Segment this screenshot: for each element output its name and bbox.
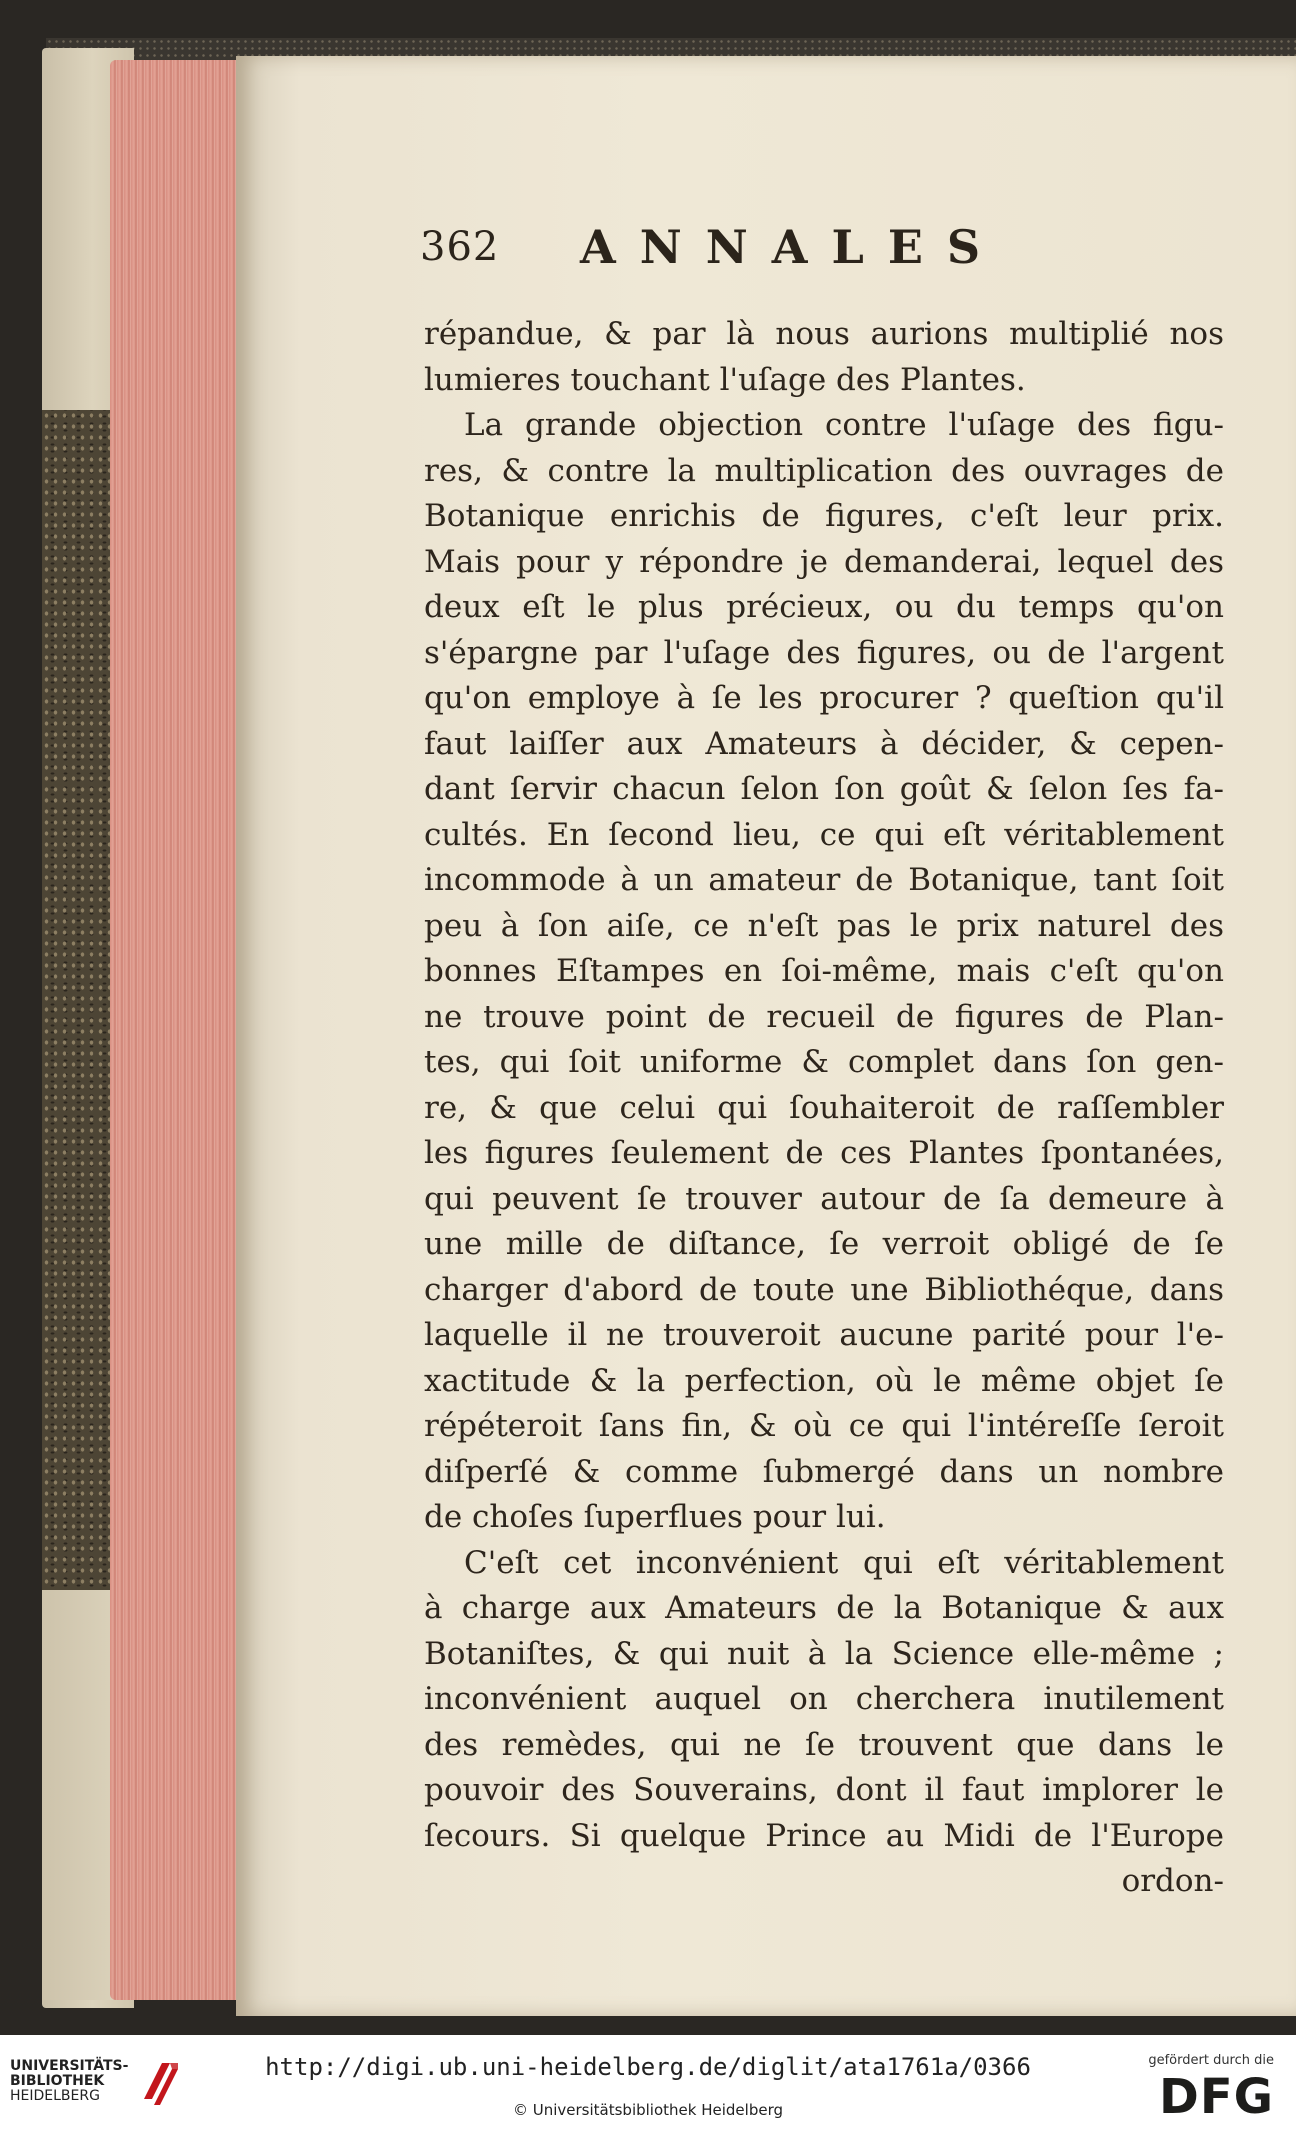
- text-line: inconvénient auquel on cherchera inutilement: [424, 1681, 1224, 1717]
- copyright-notice: © Universitätsbibliothek Heidelberg: [512, 2101, 783, 2119]
- library-name-line1: UNIVERSITÄTS-: [10, 2058, 129, 2074]
- text-line: peu à ſon aiſe, ce n'eſt pas le prix naturel des: [424, 907, 1224, 944]
- text-line: res, & contre la multiplication des ouvrages de: [424, 452, 1224, 489]
- library-name-line3: HEIDELBERG: [10, 2088, 100, 2104]
- text-line: répandue, & par là nous aurions multiplié nos: [424, 316, 1224, 352]
- text-line: répéteroit ſans fin, & où ce qui l'intéreſſe ſeroit: [424, 1408, 1224, 1444]
- funder-label: gefördert durch die: [1148, 2053, 1274, 2068]
- source-url-link[interactable]: http://digi.ub.uni-heidelberg.de/diglit/ata1761a/0366: [265, 2053, 1031, 2081]
- text-line: s'épargne par l'uſage des figures, ou de l'argent: [424, 634, 1224, 671]
- running-head: ANNALES: [580, 220, 1005, 274]
- text-line: laquelle il ne trouveroit aucune parité pour l'e-: [424, 1317, 1224, 1353]
- dfg-logo: DFG: [1158, 2069, 1274, 2125]
- text-line: charger d'abord de toute une Bibliothéque, dans: [424, 1271, 1224, 1308]
- text-line: C'eſt cet inconvénient qui eſt véritablement: [464, 1544, 1224, 1581]
- text-line: ſecours. Si quelque Prince au Midi de l'Europe: [424, 1817, 1224, 1854]
- text-line: les figures ſeulement de ces Plantes ſpontanées,: [424, 1135, 1224, 1171]
- text-line: qui peuvent ſe trouver autour de ſa demeure à: [424, 1180, 1224, 1217]
- body-text: [424, 312, 1224, 1905]
- text-line: faut laiſſer aux Amateurs à décider, & cepen-: [424, 725, 1224, 762]
- text-line: xactitude & la perfection, où le même objet ſe: [424, 1362, 1224, 1399]
- text-line: de choſes ſuperflues pour lui.: [424, 1499, 886, 1535]
- text-line: qu'on employe à ſe les procurer ? queſtion qu'il: [424, 680, 1224, 716]
- library-name-line2: BIBLIOTHEK: [10, 2073, 105, 2089]
- text-line: des remèdes, qui ne ſe trouvent que dans le: [424, 1726, 1224, 1763]
- text-line: bonnes Eſtampes en ſoi-même, mais c'eſt qu'on: [424, 953, 1224, 989]
- text-line: une mille de diſtance, ſe verroit obligé de ſe: [424, 1226, 1224, 1262]
- red-page-edges: [110, 60, 240, 2000]
- viewer-footer: [0, 2035, 1296, 2130]
- text-line: ne trouve point de recueil de figures de Plan-: [424, 998, 1224, 1035]
- text-line: deux eſt le plus précieux, ou du temps qu'on: [424, 589, 1224, 625]
- text-line: tes, qui ſoit uniforme & complet dans ſon gen-: [424, 1044, 1224, 1080]
- text-line: Botaniſtes, & qui nuit à la Science elle-même ;: [424, 1635, 1224, 1672]
- text-line: La grande objection contre l'uſage des figu-: [464, 407, 1224, 443]
- text-line: incommode à un amateur de Botanique, tant ſoit: [424, 862, 1224, 898]
- page-number: 362: [420, 224, 500, 270]
- text-line: diſperſé & comme ſubmergé dans un nombre: [424, 1453, 1224, 1490]
- text-line: cultés. En ſecond lieu, ce qui eſt véritablement: [424, 816, 1224, 853]
- text-line: Botanique enrichis de figures, c'eſt leur prix.: [424, 498, 1224, 534]
- catchword: ordon-: [1121, 1863, 1224, 1899]
- page-header: [420, 220, 1040, 280]
- text-line: re, & que celui qui ſouhaiteroit de raſſembler: [424, 1089, 1224, 1126]
- text-line: pouvoir des Souverains, dont il faut implorer le: [424, 1772, 1224, 1808]
- text-line: dant ſervir chacun ſelon ſon goût & ſelon ſes fa-: [424, 771, 1224, 807]
- text-line: Mais pour y répondre je demanderai, lequel des: [424, 543, 1224, 580]
- text-line: lumieres touchant l'uſage des Plantes.: [424, 361, 1026, 398]
- text-line: à charge aux Amateurs de la Botanique & aux: [424, 1590, 1224, 1626]
